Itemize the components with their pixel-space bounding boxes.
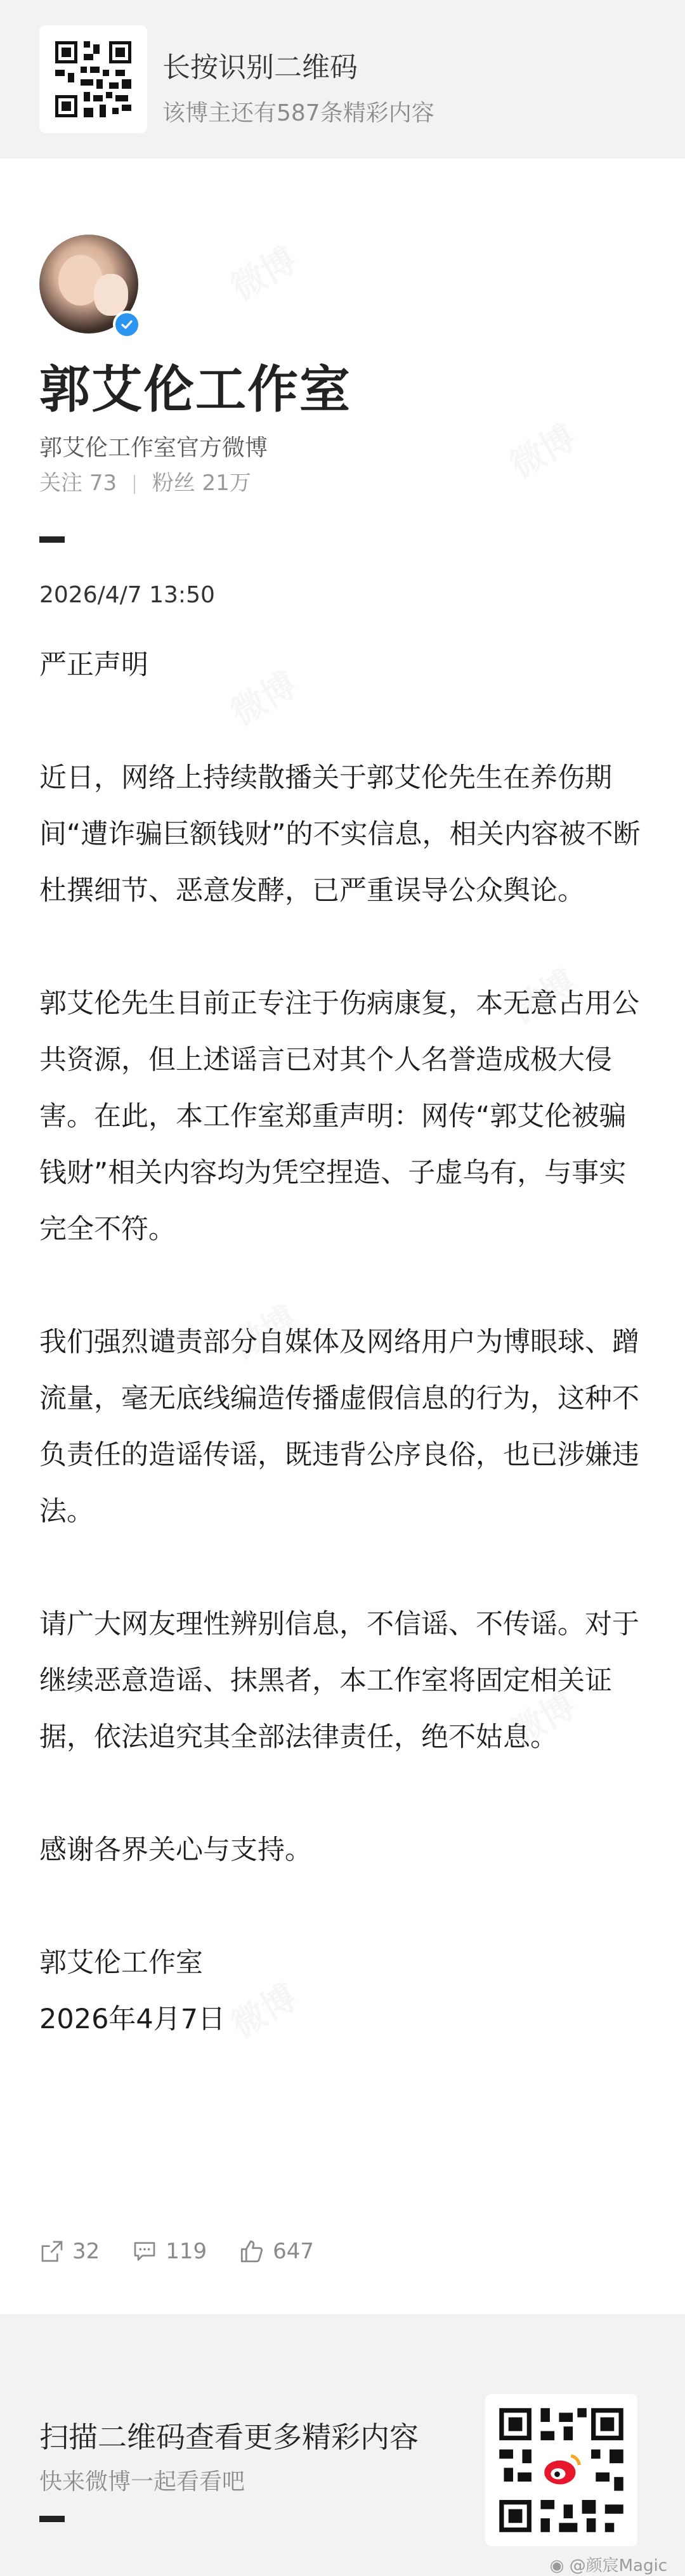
weibo-post-card xyxy=(0,159,685,2314)
banner-title: 长按识别二维码 xyxy=(162,51,358,84)
verified-badge-icon xyxy=(113,311,141,339)
section-divider xyxy=(39,536,65,543)
watermark xyxy=(500,411,584,488)
official-label: 郭艾伦工作室官方微博 xyxy=(39,435,268,461)
repost-button[interactable] xyxy=(39,2239,100,2264)
comment-icon xyxy=(131,2239,158,2264)
qr-code-icon xyxy=(495,2404,628,2537)
qr-code-large[interactable] xyxy=(485,2394,637,2546)
qr-code-icon xyxy=(52,38,134,120)
repost-count: 32 xyxy=(72,2239,100,2264)
comment-count: 119 xyxy=(166,2239,207,2264)
bottom-divider xyxy=(39,2516,65,2522)
post-date: 2026/4/7 13:50 xyxy=(39,582,215,608)
like-count: 647 xyxy=(273,2239,315,2264)
post-paragraph: 请广大网友理性辨别信息，不信谣、不传谣。对于继续恶意造谣、抹黑者，本工作室将固定相关证据，依法追究其全部法律责任，绝不姑息。 xyxy=(39,1608,639,1753)
following-label: 关注 xyxy=(39,470,82,496)
post-actions xyxy=(39,2238,346,2265)
followers-count[interactable]: 21万 xyxy=(202,470,251,496)
credit-text: @颜宸Magic xyxy=(569,2556,667,2575)
post-content xyxy=(39,637,648,2048)
qr-code-small[interactable] xyxy=(39,25,147,133)
post-title: 严正声明 xyxy=(39,649,148,681)
like-button[interactable] xyxy=(238,2238,314,2265)
bottom-qr-section xyxy=(0,2314,685,2576)
watermark-credit xyxy=(550,2553,667,2576)
bottom-title: 扫描二维码查看更多精彩内容 xyxy=(39,2420,419,2454)
qr-banner[interactable] xyxy=(0,0,685,159)
banner-subtitle: 该博主还有587条精彩内容 xyxy=(162,100,434,126)
watermark xyxy=(221,233,304,310)
follow-stats xyxy=(39,465,251,496)
avatar-hand xyxy=(94,274,128,316)
post-paragraph: 我们强烈谴责部分自媒体及网络用户为博眼球、蹭流量，毫无底线编造传播虚假信息的行为，这种不负责任的造谣传谣，既违背公序良俗，也已涉嫌违法。 xyxy=(39,1326,639,1527)
repost-icon xyxy=(39,2239,65,2264)
post-signature: 郭艾伦工作室 xyxy=(39,1947,203,1979)
post-signature-date: 2026年4月7日 xyxy=(39,2003,226,2035)
stats-divider xyxy=(134,475,135,494)
post-paragraph: 近日，网络上持续散播关于郭艾伦先生在养伤期间“遭诈骗巨额钱财”的不实信息，相关内容被不断杜撰细节、恶意发酵，已严重误导公众舆论。 xyxy=(39,762,641,907)
post-paragraph: 感谢各界关心与支持。 xyxy=(39,1834,312,1866)
bottom-subtitle: 快来微博一起看看吧 xyxy=(39,2469,245,2495)
thumbs-up-icon xyxy=(238,2238,265,2265)
followers-label: 粉丝 xyxy=(152,470,195,496)
account-name[interactable]: 郭艾伦工作室 xyxy=(39,360,351,419)
post-paragraph: 郭艾伦先生目前正专注于伤病康复，本无意占用公共资源，但上述谣言已对其个人名誉造成极大侵害。在此，本工作室郑重声明：网传“郭艾伦被骗钱财”相关内容均为凭空捏造、子虚乌有，与事实完全不符。 xyxy=(39,988,639,1245)
weibo-logo-icon: ◉ xyxy=(549,2556,570,2575)
following-count[interactable]: 73 xyxy=(89,470,117,496)
comment-button[interactable] xyxy=(131,2239,207,2264)
